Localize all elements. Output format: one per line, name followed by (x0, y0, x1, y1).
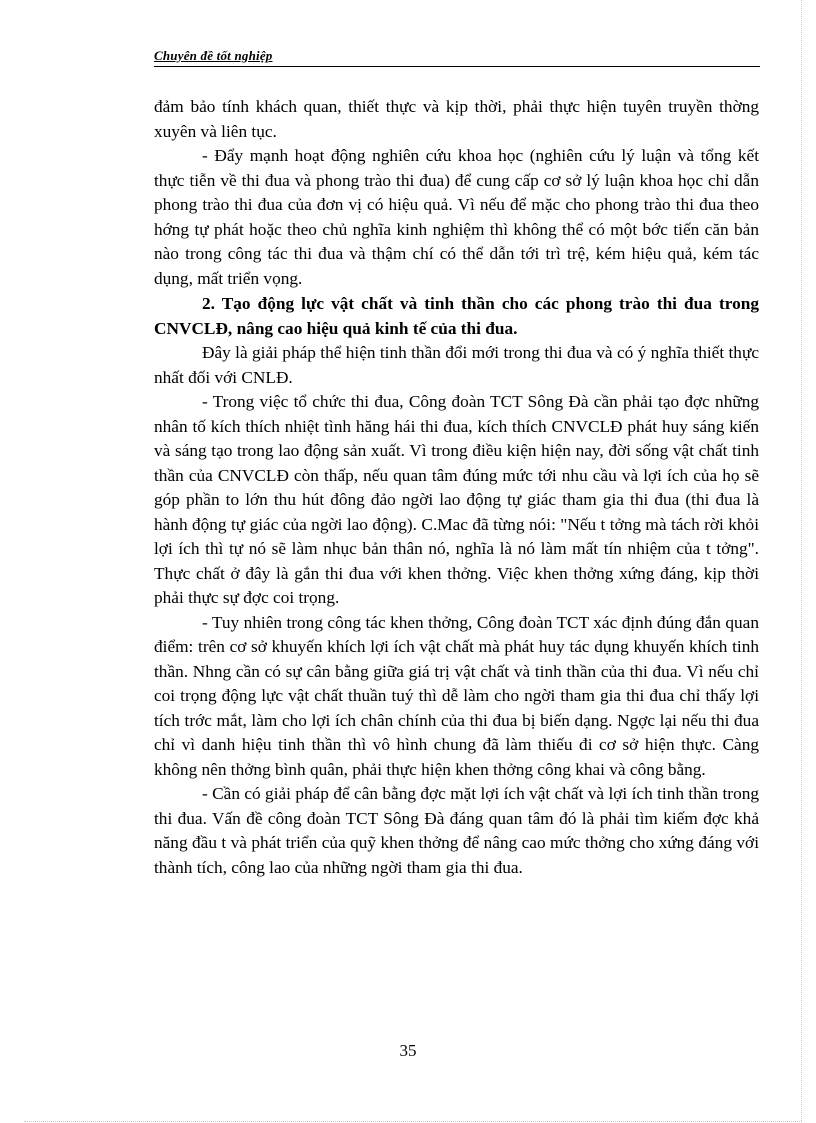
paragraph: Đây là giải pháp thể hiện tinh thần đổi mới trong thi đua và có ý nghĩa thiết thực nhất đối với CNLĐ. (154, 343, 759, 387)
paragraph: - Trong việc tổ chức thi đua, Công đoàn TCT Sông Đà cần phải tạo đợc những nhân tố kích thích nhiệt tình hăng hái thi đua, kích thích CNVCLĐ phát huy sáng kiến và sáng tạo trong lao động sản xuất. Vì trong điều kiện hiện nay, đời sống vật chất tinh thần của CNVCLĐ còn thấp, nếu quan tâm đúng mức tới nhu cầu và lợi ích của họ sẽ góp phần to lớn thu hút đông đảo ngời lao động tự giác tham gia thi đua (thi đua là hành động tự giác của ngời lao động). C.Mac đã từng nói: "Nếu t tởng mà tách rời khỏi lợi ích thì tự nó sẽ làm nhục bản thân nó, nghĩa là nó làm mất tín nhiệm của t tởng". Thực chất ở đây là gắn thi đua với khen thởng. Việc khen thởng xứng đáng, kịp thời phải thực sự đợc coi trọng. (154, 392, 759, 607)
paragraph: - Cần có giải pháp để cân bằng đợc mặt lợi ích vật chất và lợi ích tinh thần trong thi đua. Vấn đề công đoàn TCT Sông Đà đáng quan tâm đó là phải tìm kiếm đợc khả năng đầu t và phát triển của quỹ khen thởng để nâng cao mức thởng cho xứng đáng với thành tích, công lao của những ngời tham gia thi đua. (154, 784, 759, 877)
header-title: Chuyên đề tốt nghiệp (154, 48, 273, 63)
paragraph: đảm bảo tính khách quan, thiết thực và kịp thời, phải thực hiện tuyên truyền thờng xuyên và liên tục. (154, 97, 759, 141)
page-bottom-border (24, 1121, 802, 1122)
page-right-border (801, 0, 802, 1121)
page-header (154, 48, 760, 67)
body-content (154, 95, 759, 880)
paragraph: - Đẩy mạnh hoạt động nghiên cứu khoa học (nghiên cứu lý luận và tổng kết thực tiễn về thi đua và phong trào thi đua) để cung cấp cơ sở lý luận khoa học chỉ dẫn phong trào thi đua của đơn vị có hiệu quả. Vì nếu để mặc cho phong trào thi đua theo hớng tự phát hoặc theo chủ nghĩa kinh nghiệm thì không thể có một bớc tiến căn bản nào trong công tác thi đua và thậm chí có thể dẫn tới trì trệ, kém hiệu quả, kém tác dụng, mất triển vọng. (154, 146, 759, 288)
page-number: 35 (399, 1041, 417, 1060)
paragraph: - Tuy nhiên trong công tác khen thởng, Công đoàn TCT xác định đúng đắn quan điểm: trên cơ sở khuyến khích lợi ích vật chất mà phát huy tác dụng khuyến khích tinh thần. Nhng cần có sự cân bằng giữa giá trị vật chất và tinh thần của thi đua. Vì nếu chỉ coi trọng động lực vật chất thuần tuý thì dễ làm cho ngời tham gia thi đua chỉ thấy lợi tích trớc mắt, làm cho lợi ích chân chính của thi đua bị biến dạng. Ngợc lại nếu thi đua chỉ vì danh hiệu tinh thần thì vô hình chung đã làm thiếu đi cơ sở hiện thực. Càng không nên thởng bình quân, phải thực hiện khen thởng công khai và công bằng. (154, 612, 759, 779)
section-heading: 2. Tạo động lực vật chất và tinh thần cho các phong trào thi đua trong CNVCLĐ, nâng cao hiệu quả kinh tế của thi đua. (154, 294, 759, 338)
